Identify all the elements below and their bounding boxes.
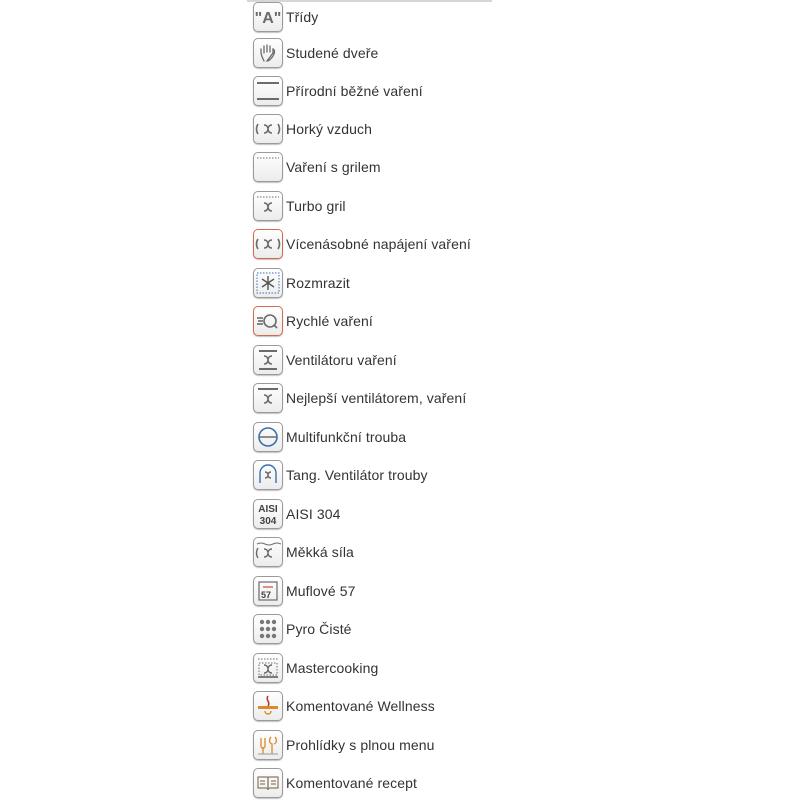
legend-item-grill <box>253 150 381 184</box>
legend-item-full-menu <box>253 728 435 762</box>
legend-item-aisi <box>253 497 341 531</box>
legend-label: Vícenásobné napájení vaření <box>286 236 471 252</box>
multifunction-oven-icon <box>253 422 283 452</box>
grill-icon <box>253 152 283 182</box>
legend-label: Rozmrazit <box>286 275 350 291</box>
class-a-icon <box>253 2 283 32</box>
legend-label: Muflové 57 <box>286 583 356 599</box>
svg-text:"A": "A" <box>255 10 281 27</box>
pyro-clean-icon <box>253 614 283 644</box>
legend-item-hot-air <box>253 112 372 146</box>
legend-item-multifunction <box>253 420 406 454</box>
soft-power-icon <box>253 537 283 567</box>
legend-item-quick-cooking <box>253 304 373 338</box>
legend-item-multi-power <box>253 227 471 261</box>
legend-label: Komentované Wellness <box>286 698 435 714</box>
conventional-heating-icon <box>253 76 283 106</box>
legend-label: Měkká síla <box>286 544 354 560</box>
turbo-grill-icon <box>253 191 283 221</box>
legend-item-pyro <box>253 612 352 646</box>
legend-label: Tang. Ventilátor trouby <box>286 467 428 483</box>
legend-label: Nejlepší ventilátorem, vaření <box>286 390 467 406</box>
legend-label: Třídy <box>286 9 319 25</box>
wellness-icon <box>253 691 283 721</box>
legend-item-tangential-fan <box>253 458 428 492</box>
legend-item-wellness <box>253 689 435 723</box>
legend-item-soft-power <box>253 535 354 569</box>
legend-label: Studené dveře <box>286 45 379 61</box>
defrost-snowflake-icon <box>253 268 283 298</box>
legend-label: AISI 304 <box>286 506 341 522</box>
legend-label: Turbo gril <box>286 198 346 214</box>
legend-label: Mastercooking <box>286 660 379 676</box>
hot-air-fan-icon <box>253 114 283 144</box>
legend-label: Vaření s grilem <box>286 159 381 175</box>
legend-label: Rychlé vaření <box>286 313 373 329</box>
aisi-304-icon <box>253 499 283 529</box>
legend-label: Horký vzduch <box>286 121 373 137</box>
mastercooking-icon <box>253 653 283 683</box>
legend-label: Ventilátoru vaření <box>286 352 397 368</box>
legend-item-muffle <box>253 574 355 608</box>
legend-item-mastercooking <box>253 651 378 685</box>
legend-label: Multifunkční trouba <box>286 429 407 445</box>
legend-label: Přírodní běžné vaření <box>286 83 423 99</box>
legend-label: Pyro Čisté <box>286 621 352 637</box>
best-fan-cooking-icon <box>253 383 283 413</box>
aisi-icon-text-top: AISI <box>258 504 278 515</box>
quick-cooking-icon <box>253 306 283 336</box>
recipe-book-icon <box>253 768 283 798</box>
full-menu-icon <box>253 730 283 760</box>
fan-cooking-icon <box>253 345 283 375</box>
tangential-fan-icon <box>253 460 283 490</box>
muffle-icon-text: 57 <box>260 590 272 600</box>
cold-door-hand-icon <box>253 38 283 68</box>
multi-power-cooking-icon <box>253 229 283 259</box>
legend-item-classes <box>253 0 318 34</box>
legend-item-best-fan <box>253 381 466 415</box>
legend-item-fan-cooking <box>253 343 397 377</box>
legend-item-conventional <box>253 74 423 108</box>
legend-item-defrost <box>253 266 350 300</box>
muffle-57-icon <box>253 576 283 606</box>
aisi-icon-text-bottom: 304 <box>259 516 277 527</box>
legend-item-recipe <box>253 766 417 800</box>
legend-item-turbo-grill <box>253 189 346 223</box>
legend-label: Prohlídky s plnou menu <box>286 737 435 753</box>
legend-label: Komentované recept <box>286 775 417 791</box>
legend-item-cold-door <box>253 36 378 70</box>
